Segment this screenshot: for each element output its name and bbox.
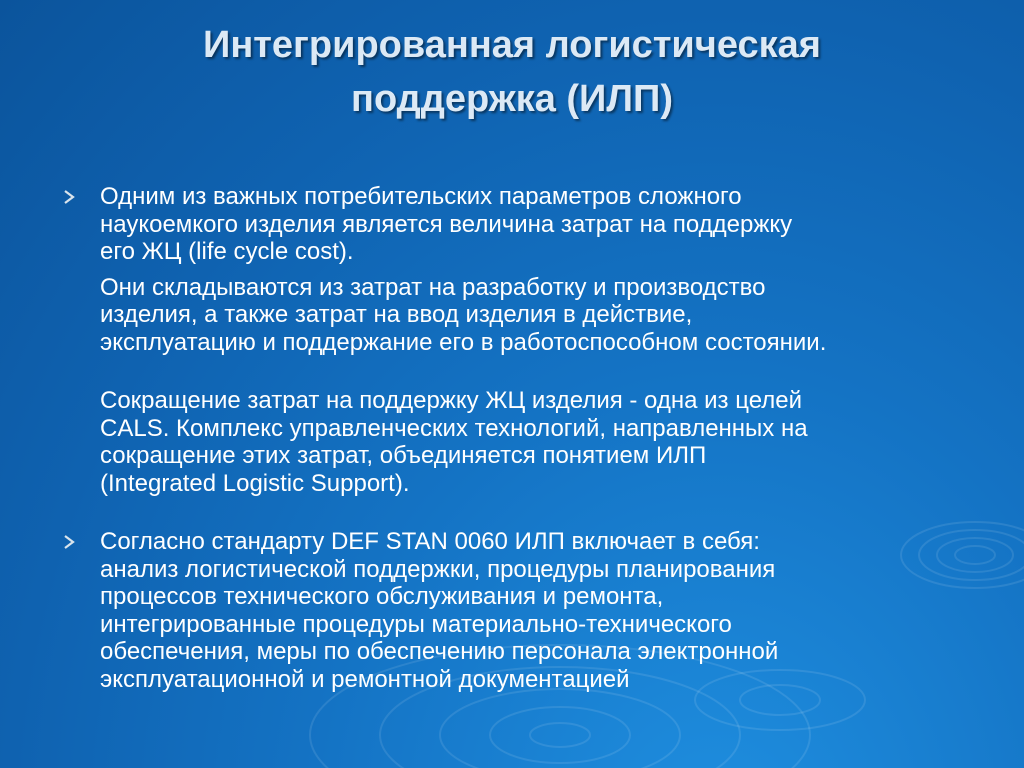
text-line: эксплуатацию и поддержание его в работоспособном состоянии. [100, 328, 827, 356]
text-line: изделия, а также затрат на ввод изделия в действие, [100, 301, 693, 328]
text-line: анализ логистической поддержки, процедуры планирования [100, 555, 776, 583]
text-line: Они складываются из затрат на разработку и производство [100, 273, 766, 301]
paragraph [100, 274, 962, 357]
text-line: (Integrated Logistic Support). [100, 469, 410, 497]
text-line: CALS. Комплекс управленческих технологий, направленных на [100, 414, 808, 442]
arrow-bullet-icon [62, 535, 76, 549]
text-line: интегрированные процедуры материально-технического [100, 610, 732, 638]
page-title [80, 18, 944, 126]
text-line: Одним из важных потребительских параметров сложного [100, 183, 742, 210]
text-line: наукоемкого изделия является величина затрат на поддержку [100, 210, 793, 238]
text-line: обеспечения, меры по обеспечению персонала электронной [100, 638, 779, 665]
text-line: Сокращение затрат на поддержку ЖЦ изделия - одна из целей [100, 387, 803, 414]
bullet-item [62, 528, 962, 693]
paragraph [100, 387, 962, 497]
paragraph [100, 528, 962, 693]
text-line: эксплуатационной и ремонтной документацией [100, 665, 630, 693]
slide-content [62, 183, 962, 693]
text-line: его ЖЦ (life cycle cost). [100, 238, 354, 265]
text-line: Согласно стандарту DEF STAN 0060 ИЛП включает в себя: [100, 528, 760, 555]
title-line-1: Интегрированная логистическая [203, 24, 821, 66]
text-line: процессов технического обслуживания и ремонта, [100, 583, 664, 610]
title-line-2: поддержка (ИЛП) [351, 78, 673, 120]
text-line: сокращение этих затрат, объединяется понятием ИЛП [100, 442, 707, 469]
arrow-bullet-icon [62, 190, 76, 204]
bullet-item [62, 183, 962, 497]
paragraph [100, 183, 962, 266]
